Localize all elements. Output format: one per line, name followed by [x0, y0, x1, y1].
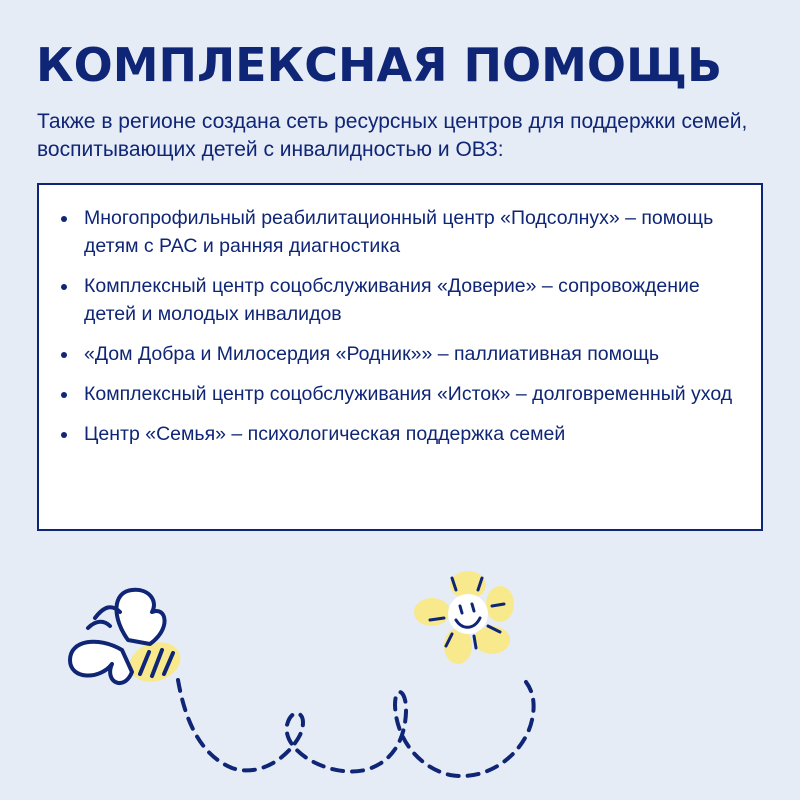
page-title: КОМПЛЕКСНАЯ ПОМОЩЬ — [36, 38, 723, 92]
list-item: Комплексный центр соцобслуживания «Исток» – долговременный уход — [39, 380, 761, 408]
list-item: Многопрофильный реабилитационный центр «Подсолнух» – помощь детям с РАС и ранняя диагностика — [39, 204, 761, 260]
dashed-flight-path-icon — [178, 680, 534, 776]
bee-icon — [70, 590, 186, 688]
smiling-flower-icon — [414, 571, 514, 664]
centers-list — [39, 204, 761, 460]
illustration — [0, 560, 800, 800]
intro-text: Также в регионе создана сеть ресурсных центров для поддержки семей, воспитывающих детей с инвалидностью и ОВЗ: — [37, 110, 748, 161]
list-item: Комплексный центр соцобслуживания «Доверие» – сопровождение детей и молодых инвалидов — [39, 272, 761, 328]
list-item: «Дом Добра и Милосердия «Родник»» – паллиативная помощь — [39, 340, 761, 368]
list-item: Центр «Семья» – психологическая поддержка семей — [39, 420, 761, 448]
centers-box — [37, 183, 763, 531]
